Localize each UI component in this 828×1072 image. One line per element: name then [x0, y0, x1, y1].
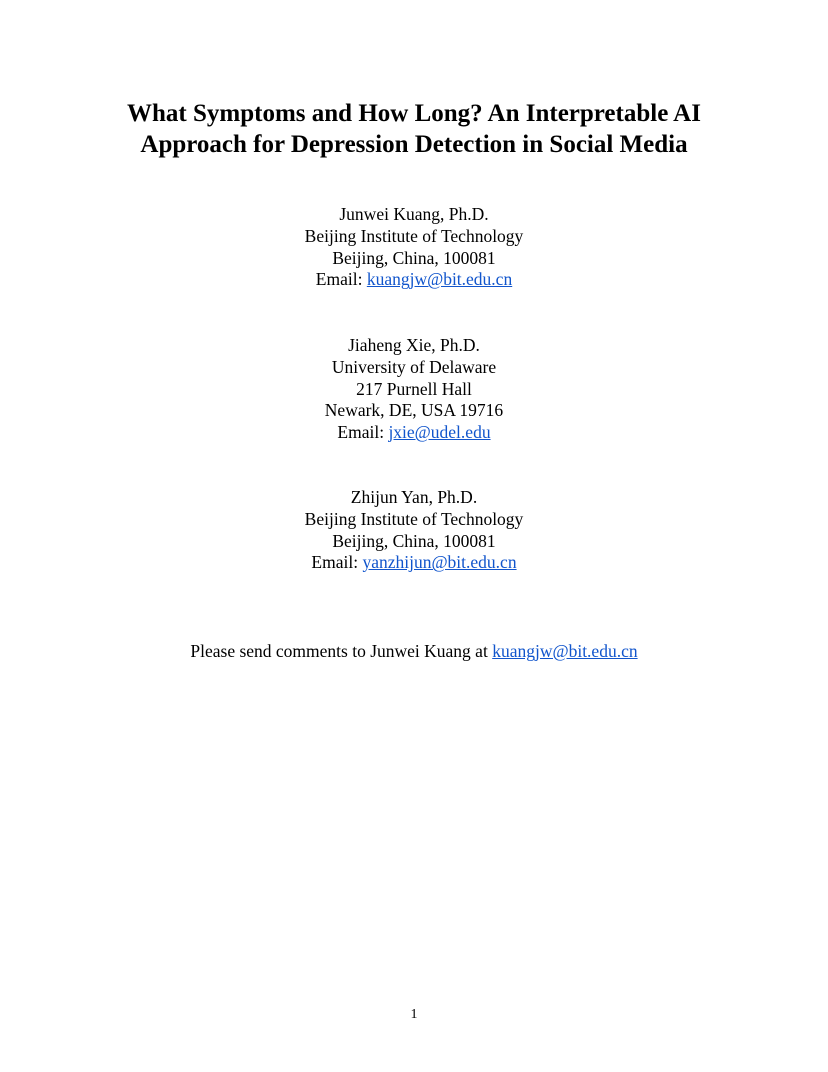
author-email-line — [0, 552, 828, 574]
author-email-link[interactable]: yanzhijun@bit.edu.cn — [362, 552, 517, 573]
author-affiliation: University of Delaware — [331, 356, 497, 377]
author-address-line: 217 Purnell Hall — [356, 378, 472, 399]
comments-note — [0, 640, 828, 662]
author-affiliation: Beijing Institute of Technology — [304, 225, 524, 246]
author-affiliation: Beijing Institute of Technology — [304, 508, 524, 529]
page-number: 1 — [410, 1007, 418, 1022]
email-label: Email: — [337, 422, 389, 443]
author-address-line: Beijing, China, 100081 — [332, 530, 496, 551]
author-email-line — [0, 269, 828, 291]
paper-title-line-2: Approach for Depression Detection in Social Media — [140, 131, 688, 158]
author-email-link[interactable]: jxie@udel.edu — [388, 422, 491, 443]
author-name: Junwei Kuang, Ph.D. — [339, 204, 489, 224]
author-address-line: Beijing, China, 100081 — [332, 247, 496, 268]
comments-email-link[interactable]: kuangjw@bit.edu.cn — [492, 641, 638, 661]
author-block-1 — [0, 204, 828, 291]
paper-title-line-1: What Symptoms and How Long? An Interpretable AI — [127, 100, 701, 127]
paper-title — [0, 98, 828, 160]
email-label: Email: — [311, 552, 363, 573]
author-address-line: Newark, DE, USA 19716 — [324, 400, 504, 421]
author-block-2 — [0, 335, 828, 444]
author-email-link[interactable]: kuangjw@bit.edu.cn — [366, 269, 513, 290]
author-name: Zhijun Yan, Ph.D. — [350, 487, 478, 507]
author-name: Jiaheng Xie, Ph.D. — [348, 335, 480, 355]
comments-text: Please send comments to Junwei Kuang at — [190, 641, 493, 661]
email-label: Email: — [315, 269, 367, 290]
author-block-3 — [0, 487, 828, 574]
author-email-line — [0, 422, 828, 444]
